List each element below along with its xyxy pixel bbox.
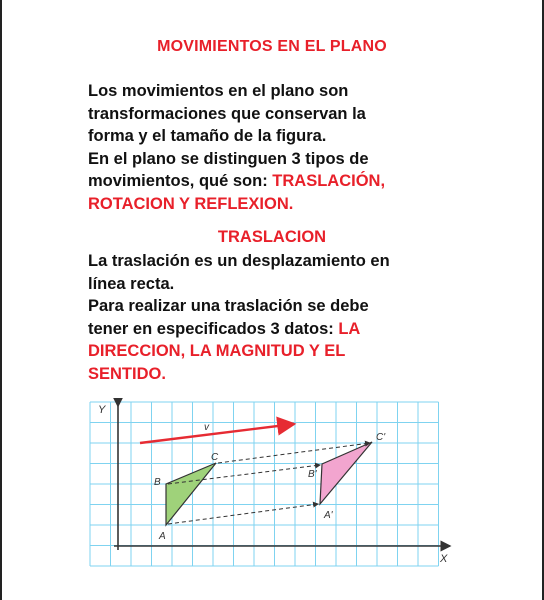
section-line-4-text: tener en especificados 3 datos:: [88, 319, 339, 338]
section-line-1: La traslación es un desplazamiento en: [88, 252, 390, 270]
x-axis-label: X: [440, 553, 448, 565]
traslacion-paragraph: [88, 250, 468, 385]
point-c-label: C: [211, 452, 219, 463]
point-a-label: A: [159, 531, 166, 542]
translated-triangle: [320, 442, 372, 504]
original-triangle: [166, 463, 216, 525]
section-line-2: línea recta.: [88, 274, 175, 293]
intro-line-5-text: movimientos, qué son:: [88, 172, 273, 190]
intro-paragraph: [88, 80, 468, 215]
point-b-prime-label: B': [308, 469, 317, 480]
vector-label: v: [204, 422, 209, 433]
highlight-la: LA: [338, 319, 361, 338]
intro-line-2: transformaciones que conservan la: [88, 104, 366, 123]
point-c-prime-label: C': [376, 432, 386, 443]
intro-line-4: En el plano se distinguen 3 tipos de: [88, 149, 369, 168]
section-line-4: [88, 318, 468, 341]
intro-line-3: forma y el tamaño de la figura.: [88, 127, 327, 145]
page-title: MOVIMIENTOS EN EL PLANO: [157, 38, 387, 55]
highlight-traslacion: TRASLACIÓN,: [272, 172, 386, 190]
left-border: [0, 0, 2, 600]
y-axis-label: Y: [98, 404, 106, 416]
section-line-3: Para realizar una traslación se debe: [88, 297, 369, 315]
highlight-direccion-magnitud: DIRECCION, LA MAGNITUD Y EL: [88, 342, 346, 360]
intro-line-5: [88, 170, 468, 193]
point-b-label: B: [154, 477, 161, 488]
section-title: TRASLACION: [217, 228, 327, 246]
intro-line-1: Los movimientos en el plano son: [88, 82, 349, 100]
highlight-sentido: SENTIDO.: [88, 364, 166, 383]
highlight-rotacion-reflexion: ROTACION Y REFLEXION.: [88, 194, 294, 213]
point-a-prime-label: A': [324, 510, 333, 521]
translation-diagram: [78, 398, 458, 576]
vector-v: [140, 424, 294, 443]
